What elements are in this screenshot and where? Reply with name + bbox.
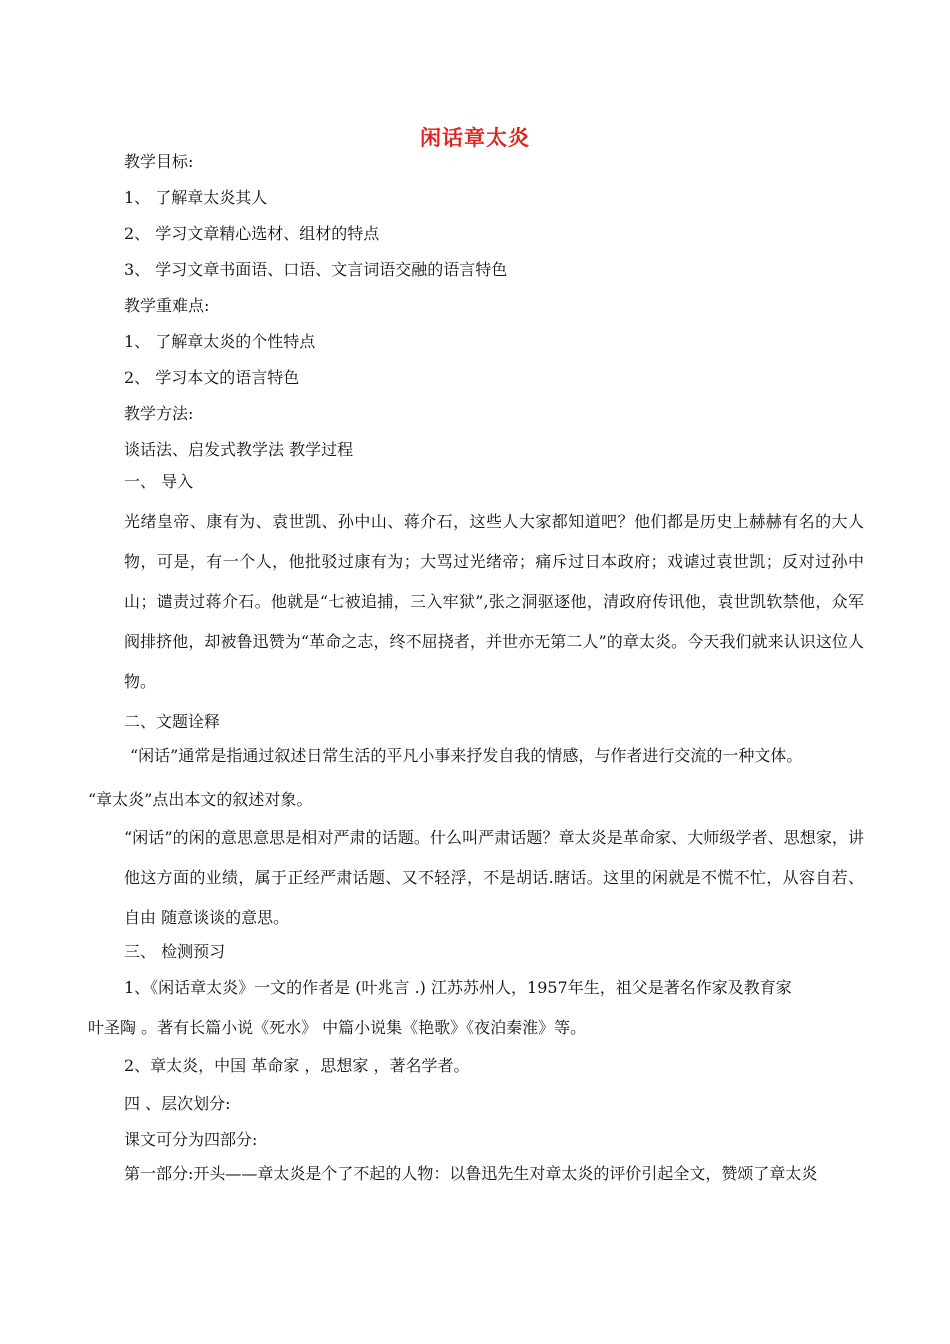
document-title: 闲话章太炎 [420,126,530,150]
goal-item-3: 3、 学习文章书面语、口语、文言词语交融的语言特色 [124,260,508,279]
section1-heading: 一、 导入 [124,472,194,491]
section4-heading: 四 、层次划分: [124,1094,231,1113]
section3-question2: 2、章太炎，中国 革命家 ，思想家 ，著名学者。 [124,1056,470,1075]
section2-heading: 二、文题诠释 [124,712,221,731]
goal-item-2: 2、 学习文章精心选材、组材的特点 [124,224,380,243]
section4-intro: 课文可分为四部分: [124,1130,258,1149]
goals-heading: 教学目标: [124,152,194,171]
section4-part1: 第一部分:开头——章太炎是个了不起的人物：以鲁迅先生对章太炎的评价引起全文，赞颂了章太炎 [124,1164,818,1183]
key-point-item-2: 2、 学习本文的语言特色 [124,368,300,387]
goal-item-1: 1、 了解章太炎其人 [124,188,268,207]
section2-para1-line2: “章太炎”点出本文的叙述对象。 [88,790,313,809]
methods-text: 谈话法、启发式教学法 教学过程 [124,440,354,459]
section3-question1-line2: 叶圣陶 。著有长篇小说《死水》 中篇小说集《艳歌》《夜泊秦淮》等。 [88,1018,587,1037]
section1-paragraph: 光绪皇帝、康有为、袁世凯、孙中山、蒋介石，这些人大家都知道吧？他们都是历史上赫赫有名的大人物，可是，有一个人，他批驳过康有为；大骂过光绪帝；痛斥过日本政府；戏谑过袁世凯；反对过孙中山；谴责过蒋介石。他就是“七被追捕，三入牢狱”,张之洞驱逐他，清政府传讯他，袁世凯软禁他，众军阀排挤他，却被鲁迅赞为“革命之志，终不屈挠者，并世亦无第二人”的章太炎。今天我们就来认识这位人物。 [124,512,864,691]
methods-heading: 教学方法: [124,404,194,423]
section3-heading: 三、 检测预习 [124,942,226,961]
key-points-heading: 教学重难点: [124,296,210,315]
section2-para1-line1: “闲话”通常是指通过叙述日常生活的平凡小事来抒发自我的情感，与作者进行交流的一种文体。 [130,746,803,765]
section2-para2: “闲话”的闲的意思意思是相对严肃的话题。什么叫严肃话题？章太炎是革命家、大师级学者、思想家，讲他这方面的业绩，属于正经严肃话题、又不轻浮，不是胡话.瞎话。这里的闲就是不慌不忙，从容自若、自由 随意谈谈的意思。 [124,828,864,927]
key-point-item-1: 1、 了解章太炎的个性特点 [124,332,316,351]
section3-question1-line1: 1、《闲话章太炎》一文的作者是 (叶兆言 .) 江苏苏州人，1957年生，祖父是著名作家及教育家 [124,978,792,997]
